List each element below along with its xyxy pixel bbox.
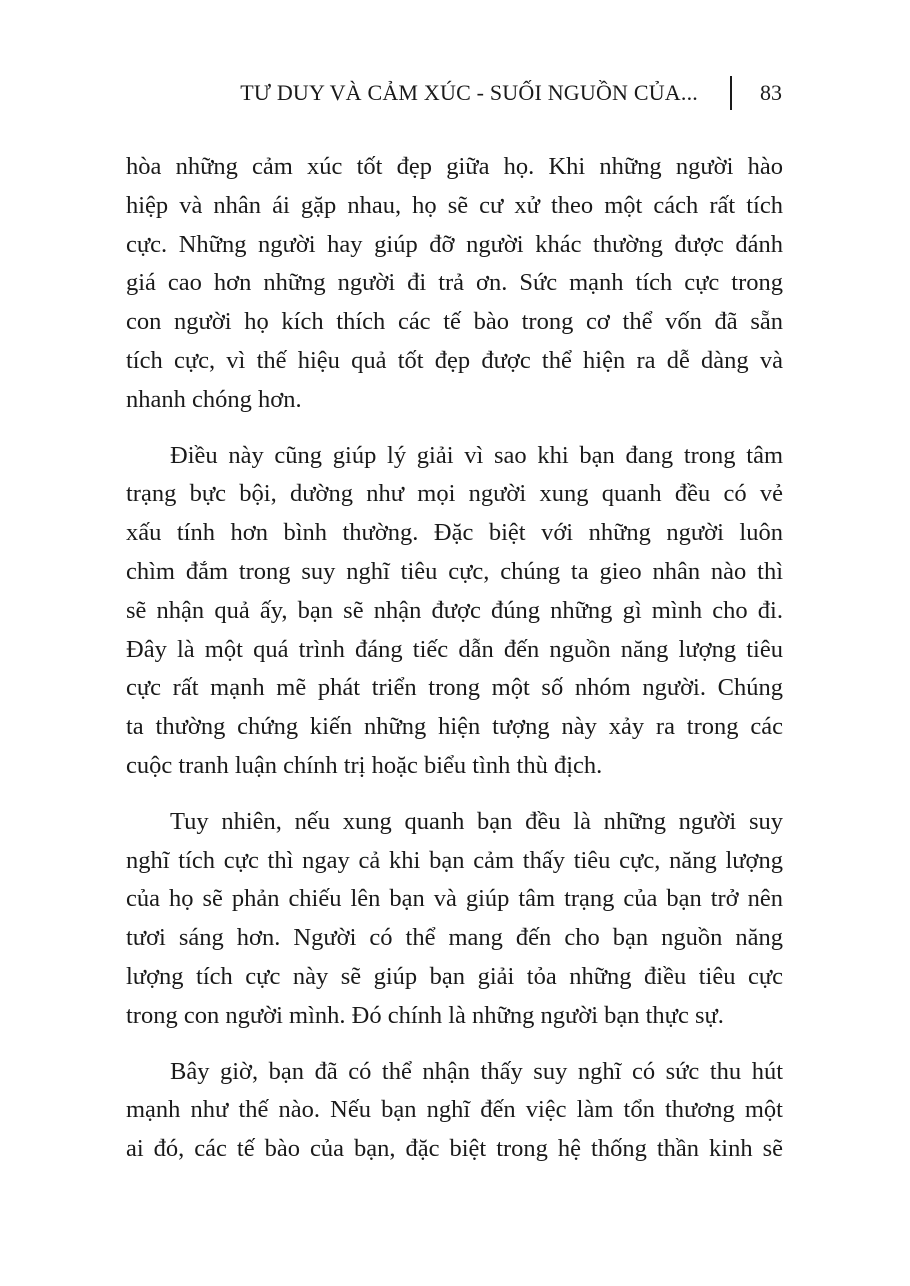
paragraph xyxy=(126,1053,783,1169)
text-line: nghĩ tích cực thì ngay cả khi bạn cảm thấy tiêu cực, năng lượng xyxy=(126,846,783,874)
text-line: Bây giờ, bạn đã có thể nhận thấy suy nghĩ có sức thu hút xyxy=(170,1057,783,1085)
text-line: cực rất mạnh mẽ phát triển trong một số nhóm người. Chúng xyxy=(126,674,783,702)
text-line: trạng bực bội, dường như mọi người xung quanh đều có vẻ xyxy=(126,480,783,508)
body-text xyxy=(126,148,783,1186)
text-line: ta thường chứng kiến những hiện tượng này xảy ra trong các xyxy=(126,713,783,741)
text-line: mạnh như thế nào. Nếu bạn nghĩ đến việc làm tổn thương một xyxy=(126,1096,783,1124)
text-line: giá cao hơn những người đi trả ơn. Sức mạnh tích cực trong xyxy=(126,269,783,297)
text-line: cuộc tranh luận chính trị hoặc biểu tình thù địch. xyxy=(126,751,603,779)
text-line: tươi sáng hơn. Người có thể mang đến cho bạn nguồn năng xyxy=(126,924,783,952)
text-line: nhanh chóng hơn. xyxy=(126,385,302,413)
text-line: Tuy nhiên, nếu xung quanh bạn đều là những người suy xyxy=(170,807,783,835)
text-line: hòa những cảm xúc tốt đẹp giữa họ. Khi những người hào xyxy=(126,153,783,180)
paragraph xyxy=(126,148,783,420)
paragraph xyxy=(126,803,783,1036)
header-divider xyxy=(730,76,732,110)
text-line: chìm đắm trong suy nghĩ tiêu cực, chúng ta gieo nhân nào thì xyxy=(126,557,783,585)
text-line: của họ sẽ phản chiếu lên bạn và giúp tâm trạng của bạn trở nên xyxy=(126,885,783,913)
text-line: sẽ nhận quả ấy, bạn sẽ nhận được đúng những gì mình cho đi. xyxy=(126,596,783,624)
text-line: lượng tích cực này sẽ giúp bạn giải tỏa những điều tiêu cực xyxy=(126,962,783,990)
paragraph xyxy=(126,437,783,786)
text-line: cực. Những người hay giúp đỡ người khác thường được đánh xyxy=(126,230,783,258)
running-title: TƯ DUY VÀ CẢM XÚC - SUỐI NGUỒN CỦA... xyxy=(240,80,698,105)
text-line: con người họ kích thích các tế bào trong cơ thể vốn đã sẵn xyxy=(126,308,783,336)
text-line: tích cực, vì thế hiệu quả tốt đẹp được thể hiện ra dễ dàng và xyxy=(126,346,783,374)
text-line: trong con người mình. Đó chính là những người bạn thực sự. xyxy=(126,1001,724,1029)
page-number: 83 xyxy=(760,80,782,105)
text-line: Điều này cũng giúp lý giải vì sao khi bạn đang trong tâm xyxy=(170,441,783,469)
text-line: Đây là một quá trình đáng tiếc dẫn đến nguồn năng lượng tiêu xyxy=(126,635,783,663)
text-line: xấu tính hơn bình thường. Đặc biệt với những người luôn xyxy=(126,519,783,547)
running-header xyxy=(0,76,910,116)
text-line: hiệp và nhân ái gặp nhau, họ sẽ cư xử theo một cách rất tích xyxy=(126,191,783,219)
text-line: ai đó, các tế bào của bạn, đặc biệt trong hệ thống thần kinh sẽ xyxy=(126,1135,783,1163)
